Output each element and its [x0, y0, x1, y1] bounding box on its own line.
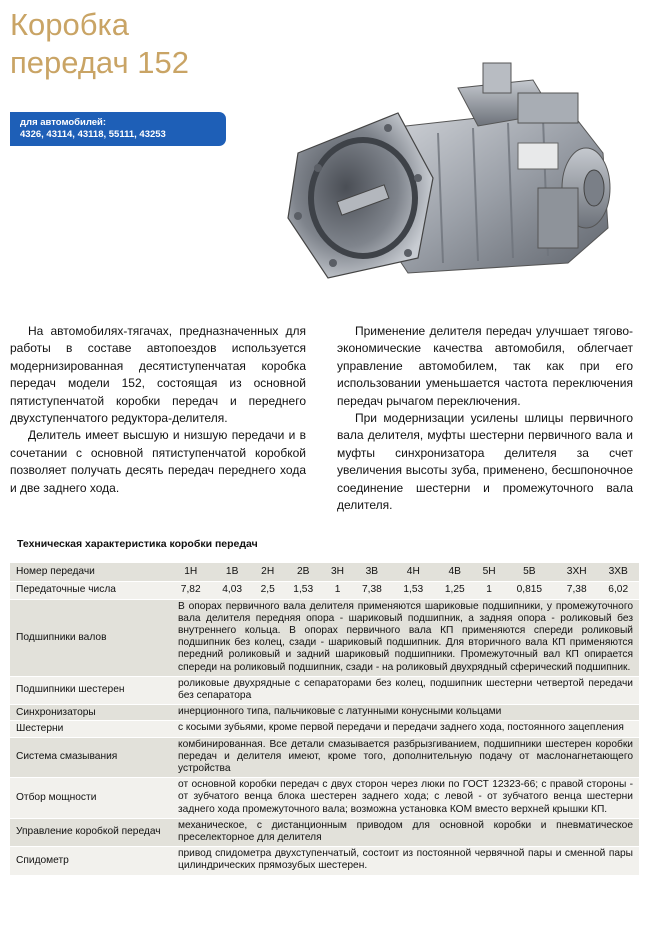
- row-description: с косыми зубьями, кроме первой передачи и передачи заднего хода, постоянного зацепления: [170, 721, 639, 737]
- intro-column-right: [337, 323, 633, 514]
- row-label: Спидометр: [10, 847, 170, 875]
- table-cell: 1,25: [434, 581, 475, 599]
- vehicle-models-banner: [10, 112, 226, 146]
- table-cell: 3В: [351, 563, 392, 581]
- table-cell: 0,815: [503, 581, 556, 599]
- table-cell: 6,02: [597, 581, 639, 599]
- table-cell: 4Н: [393, 563, 434, 581]
- table-cell: 7,38: [351, 581, 392, 599]
- table-cell: 1Н: [170, 563, 211, 581]
- table-cell: 2Н: [253, 563, 283, 581]
- row-label: Подшипники шестерен: [10, 676, 170, 704]
- table-cell: 7,38: [556, 581, 597, 599]
- table-cell: 3ХВ: [597, 563, 639, 581]
- table-row: [10, 705, 639, 721]
- row-label: Шестерни: [10, 721, 170, 737]
- row-label: Система смазывания: [10, 737, 170, 778]
- paragraph: При модернизации усилены шлицы первичного вала делителя, муфты шестерни первичного вала и муфты синхронизатора делителя за счет увеличения высоты зуба, применено, бесшпоночное соединение шестерни и промежуточного вала делителя.: [337, 411, 633, 513]
- row-description: инерционного типа, пальчиковые с латунными конусными кольцами: [170, 705, 639, 721]
- title-line-2: передач 152: [10, 45, 189, 80]
- banner-line-2: 4326, 43114, 43118, 55111, 43253: [20, 129, 166, 140]
- table-cell: 1,53: [393, 581, 434, 599]
- spec-table-title: Техническая характеристика коробки передач: [17, 538, 258, 550]
- row-label: Номер передачи: [10, 563, 170, 581]
- row-description: В опорах первичного вала делителя применяются шариковые подшипники, у промежуточного вала делителя передняя опора - шариковый подшипник, а задняя опора - роликовый без внутреннего кольца. В опорах первичного вала КП применяются спереди роликовый подшипник без колец, сзади - шариковый подшипник. Для вторичного вала КП применяются передний роликовый и задний шариковый подшипники. Промежуточный вал КП опирается спереди на роликовый подшипник, сзади - на роликовый двухрядный сферический подшипник.: [170, 599, 639, 676]
- gear-ratio-row: [10, 581, 639, 599]
- table-cell: 1: [475, 581, 502, 599]
- row-description: механическое, с дистанционным приводом для основной коробки и пневматическое преселекторное для делителя: [170, 818, 639, 846]
- table-cell: 3Н: [324, 563, 351, 581]
- row-description: роликовые двухрядные с сепараторами без колец, подшипник шестерни четвертой передачи без сепаратора: [170, 676, 639, 704]
- row-label: Передаточные числа: [10, 581, 170, 599]
- table-row: [10, 599, 639, 676]
- row-description: привод спидометра двухступенчатый, состоит из постоянной червячной пары и сменной пары цилиндрических прямозубых шестерен.: [170, 847, 639, 875]
- row-description: комбинированная. Все детали смазывается разбрызгиванием, подшипники шестерен коробки передач и делителя имеют, кроме того, дополнительную подачу от маслонагнетающего устройства: [170, 737, 639, 778]
- table-cell: 4В: [434, 563, 475, 581]
- banner-line-1: для автомобилей:: [20, 117, 107, 128]
- table-cell: 5В: [503, 563, 556, 581]
- table-cell: 2,5: [253, 581, 283, 599]
- table-row: [10, 737, 639, 778]
- gear-number-row: [10, 563, 639, 581]
- table-cell: 2В: [282, 563, 323, 581]
- title-line-1: Коробка: [10, 7, 130, 42]
- row-label: Синхронизаторы: [10, 705, 170, 721]
- table-cell: 1В: [211, 563, 252, 581]
- table-row: [10, 721, 639, 737]
- row-description: от основной коробки передач с двух сторон через люки по ГОСТ 12323-66; с правой стороны - от зубчатого венца блока шестерен заднего хода; с левой - от зубчатого венца шестерни заднего хода промежуточного вала; возможна установка КОМ вместо верхней крышки КП.: [170, 778, 639, 819]
- table-row: [10, 676, 639, 704]
- table-row: [10, 847, 639, 875]
- paragraph: Делитель имеет высшую и низшую передачи и в сочетании с основной пятиступенчатой коробкой позволяет получать десять передач переднего хода и две заднего хода.: [10, 428, 306, 495]
- table-row: [10, 778, 639, 819]
- paragraph: Применение делителя передач улучшает тягово-экономические качества автомобиля, облегчает управление автомобилем, так как при его использовании уменьшается частота переключения передач рычагом переключения.: [337, 324, 633, 408]
- row-label: Подшипники валов: [10, 599, 170, 676]
- row-label: Управление коробкой передач: [10, 818, 170, 846]
- table-cell: 3ХН: [556, 563, 597, 581]
- table-row: [10, 818, 639, 846]
- paragraph: На автомобилях-тягачах, предназначенных для работы в составе автопоездов используется модернизированная десятиступенчатая коробка передач модели 152, состоящая из основной пятиступенчатой коробки передач и переднего двухступенчатого редуктора-делителя.: [10, 324, 306, 426]
- table-cell: 1,53: [282, 581, 323, 599]
- table-cell: 7,82: [170, 581, 211, 599]
- intro-column-left: [10, 323, 306, 497]
- page-title: [10, 6, 270, 82]
- table-cell: 4,03: [211, 581, 252, 599]
- gearbox-photo: [268, 58, 628, 290]
- row-label: Отбор мощности: [10, 778, 170, 819]
- table-cell: 5Н: [475, 563, 502, 581]
- table-cell: 1: [324, 581, 351, 599]
- spec-table: [10, 563, 639, 876]
